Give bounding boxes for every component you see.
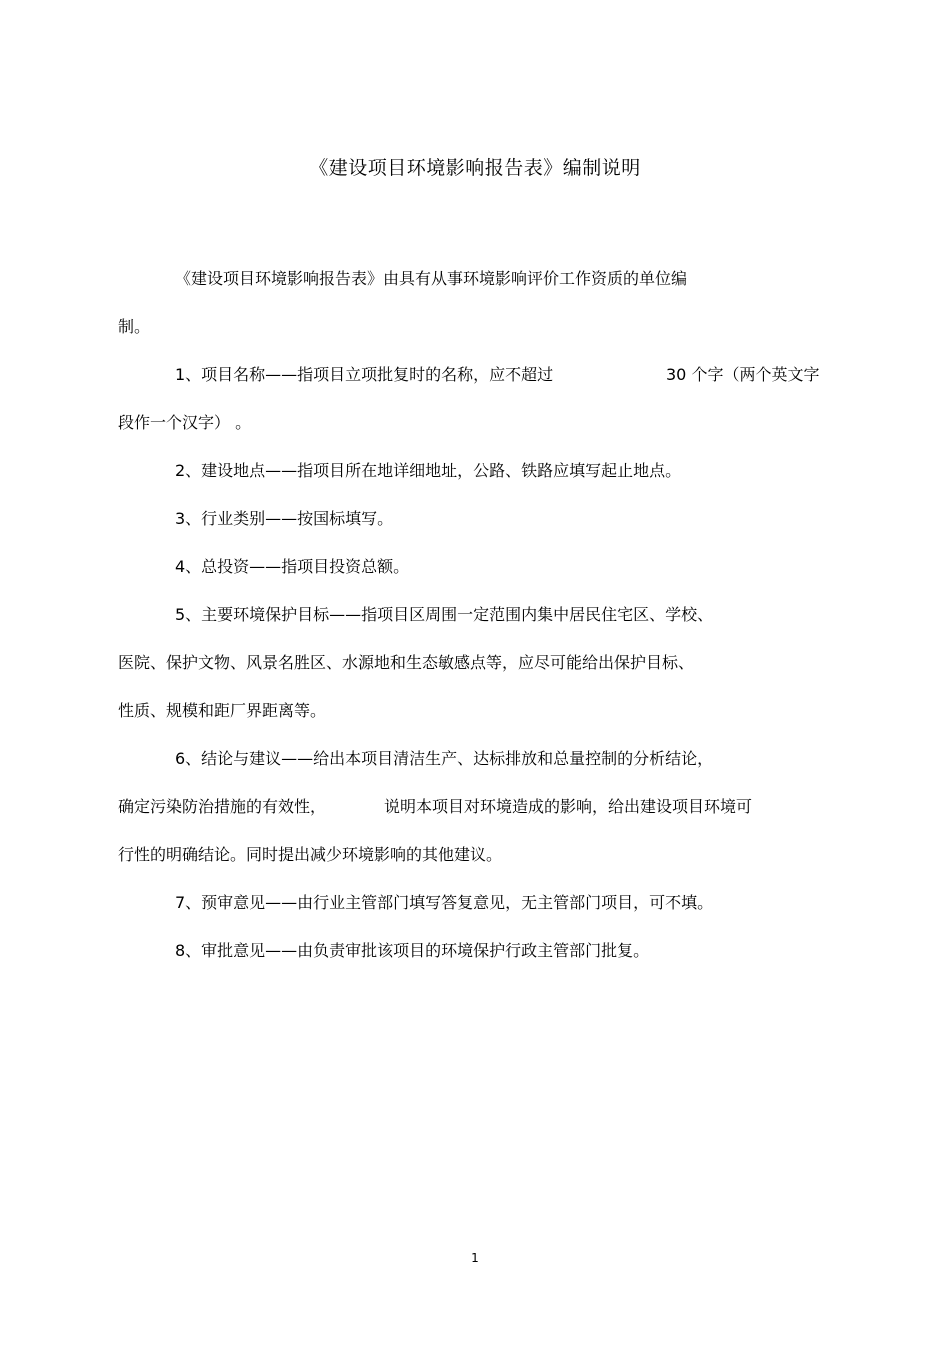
item-5-line-1: 5、主要环境保护目标——指项目区周围一定范围内集中居民住宅区、学校、 (175, 605, 714, 624)
intro-line-1: 《建设项目环境影响报告表》由具有从事环境影响评价工作资质的单位编 (175, 269, 688, 288)
item-6-line-3: 行性的明确结论。同时提出减少环境影响的其他建议。 (118, 845, 503, 864)
item-8-line: 8、审批意见——由负责审批该项目的环境保护行政主管部门批复。 (175, 941, 650, 960)
item-4-line: 4、总投资——指项目投资总额。 (175, 557, 410, 576)
item-5-line-2: 医院、保护文物、风景名胜区、水源地和生态敏感点等，应尽可能给出保护目标、 (118, 653, 695, 672)
item-1-line-1b: 30 个字（两个英文字 (666, 365, 820, 384)
document-title: 《建设项目环境影响报告表》编制说明 (309, 157, 641, 179)
item-7-line: 7、预审意见——由行业主管部门填写答复意见，无主管部门项目，可不填。 (175, 893, 714, 912)
item-3-line: 3、行业类别——按国标填写。 (175, 509, 394, 528)
item-1-line-2: 段作一个汉字） 。 (118, 413, 252, 432)
item-6-line-2b: 说明本项目对环境造成的影响，给出建设项目环境可 (384, 797, 753, 816)
page-number: 1 (471, 1251, 479, 1265)
intro-line-2: 制。 (118, 317, 151, 336)
item-1-line-1a: 1、项目名称——指项目立项批复时的名称，应不超过 (175, 365, 554, 384)
item-6-line-1: 6、结论与建议——给出本项目清洁生产、达标排放和总量控制的分析结论， (175, 749, 714, 768)
item-2-line: 2、建设地点——指项目所在地详细地址，公路、铁路应填写起止地点。 (175, 461, 682, 480)
item-6-line-2a: 确定污染防治措施的有效性， (118, 797, 327, 816)
item-5-line-3: 性质、规模和距厂界距离等。 (118, 701, 327, 720)
